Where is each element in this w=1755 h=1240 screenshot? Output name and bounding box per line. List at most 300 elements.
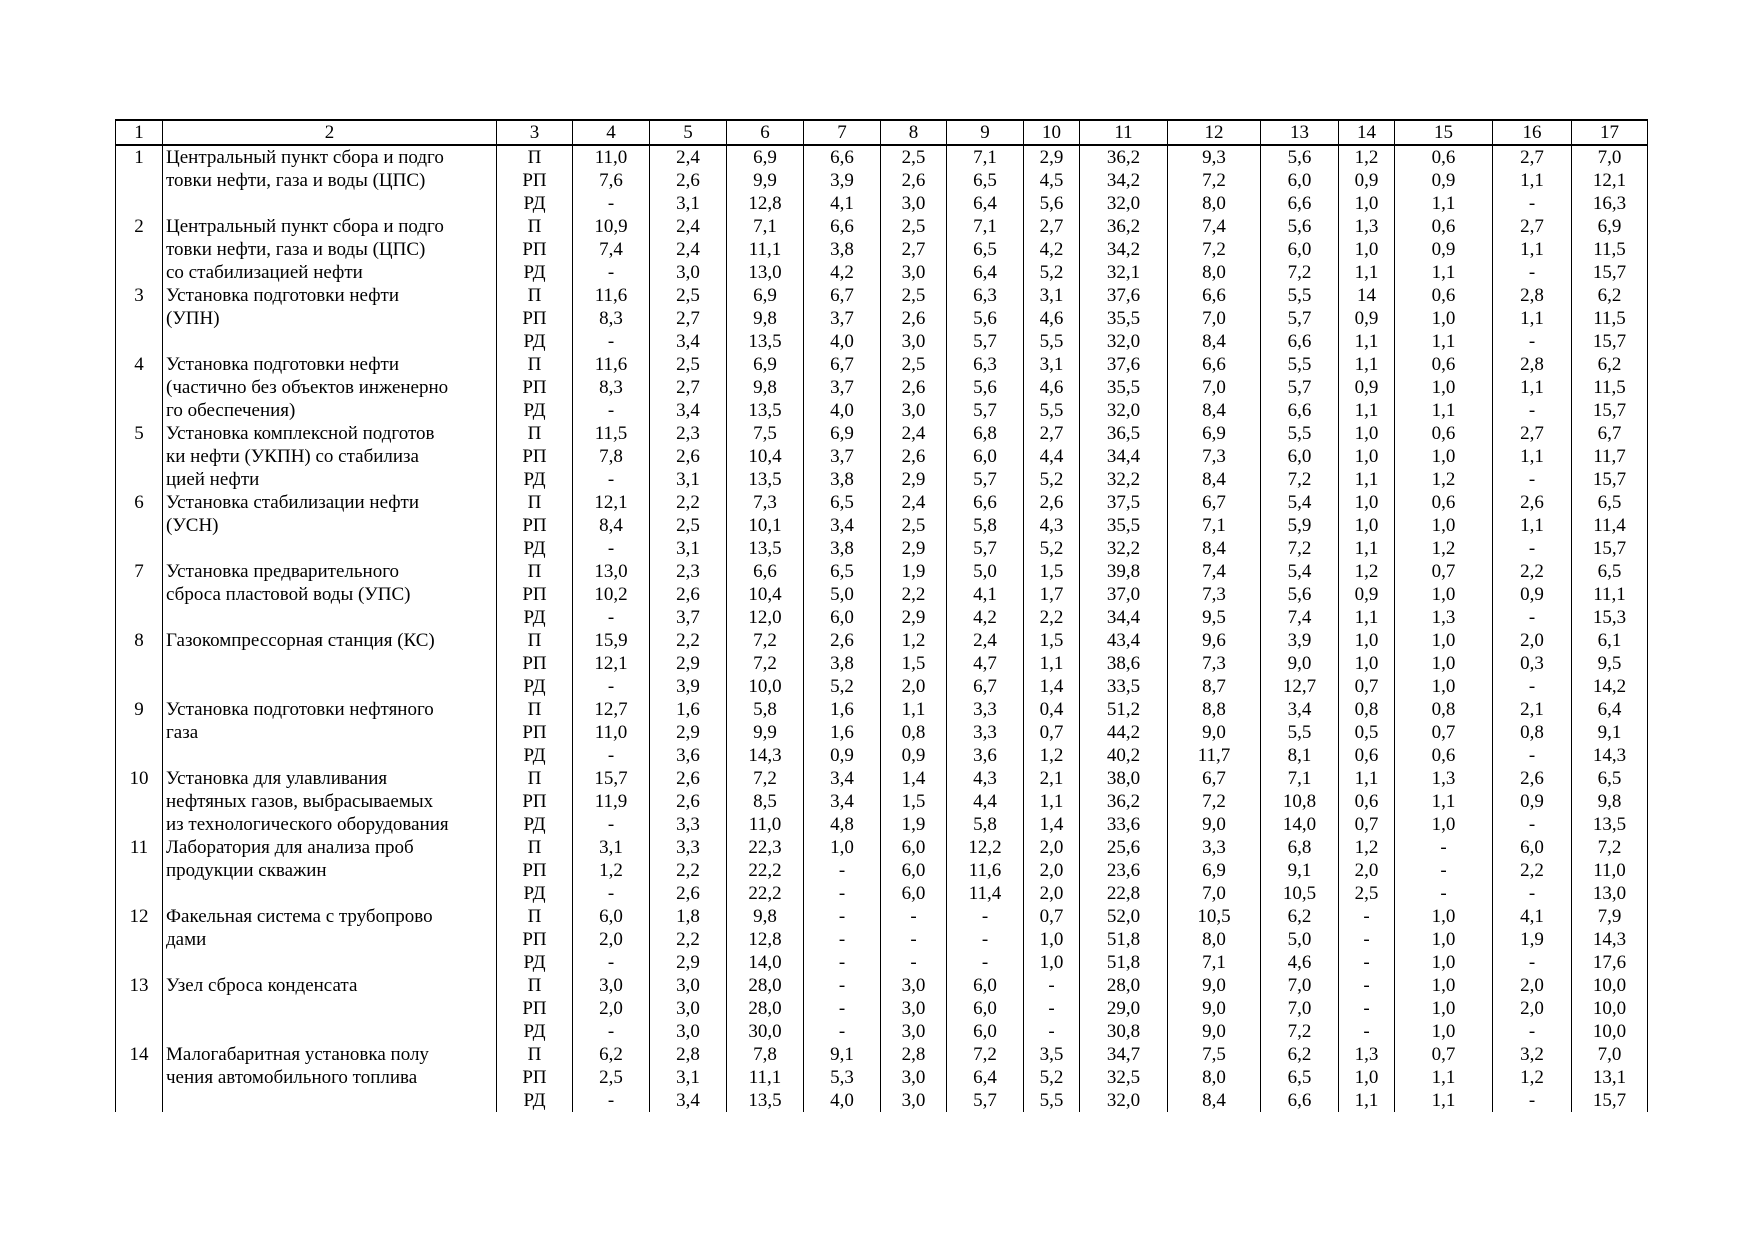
value-cell: 32,0	[1080, 399, 1168, 422]
value-cell: 6,5	[1572, 491, 1648, 514]
value-cell: 1,1	[1395, 261, 1493, 284]
value-cell: 12,7	[573, 698, 650, 721]
value-cell: -	[573, 192, 650, 215]
value-cell: 8,1	[1261, 744, 1339, 767]
value-cell: 2,4	[881, 422, 947, 445]
facility-name: Центральный пункт сбора и подго	[163, 215, 497, 238]
value-cell: 2,9	[881, 537, 947, 560]
value-cell: 1,0	[1395, 974, 1493, 997]
value-cell: 3,2	[1493, 1043, 1572, 1066]
value-cell: 37,5	[1080, 491, 1168, 514]
value-cell: 36,5	[1080, 422, 1168, 445]
stage-code: РП	[497, 721, 573, 744]
value-cell: 5,6	[1261, 583, 1339, 606]
value-cell: 15,3	[1572, 606, 1648, 629]
stage-code: РП	[497, 169, 573, 192]
value-cell: 4,2	[1024, 238, 1080, 261]
value-cell: 10,2	[573, 583, 650, 606]
value-cell: -	[1493, 744, 1572, 767]
value-cell: 3,0	[881, 1020, 947, 1043]
column-header: 12	[1168, 120, 1261, 145]
value-cell: -	[573, 813, 650, 836]
value-cell: 10,4	[727, 583, 804, 606]
value-cell: 0,5	[1339, 721, 1395, 744]
value-cell: 0,9	[1339, 376, 1395, 399]
value-cell: 0,6	[1395, 422, 1493, 445]
value-cell: 11,1	[727, 1066, 804, 1089]
value-cell: 3,3	[1168, 836, 1261, 859]
value-cell: 7,0	[1168, 376, 1261, 399]
value-cell: 2,7	[1493, 215, 1572, 238]
column-header: 8	[881, 120, 947, 145]
value-cell: 6,8	[1261, 836, 1339, 859]
value-cell: 7,1	[1168, 951, 1261, 974]
stage-code: РД	[497, 606, 573, 629]
table-row	[116, 468, 1648, 491]
value-cell: 0,9	[1395, 169, 1493, 192]
value-cell: 5,5	[1261, 721, 1339, 744]
value-cell: 3,3	[650, 836, 727, 859]
value-cell: 2,1	[1493, 698, 1572, 721]
stage-code: РД	[497, 951, 573, 974]
value-cell: 4,1	[1493, 905, 1572, 928]
table-row	[116, 422, 1648, 445]
value-cell: 7,2	[1572, 836, 1648, 859]
row-number: 12	[116, 905, 163, 928]
value-cell: 12,8	[727, 928, 804, 951]
value-cell: 2,6	[650, 445, 727, 468]
value-cell: 6,2	[573, 1043, 650, 1066]
value-cell: 1,1	[1395, 192, 1493, 215]
row-number: 1	[116, 145, 163, 169]
value-cell: 1,1	[1395, 330, 1493, 353]
stage-code: П	[497, 767, 573, 790]
value-cell: 3,5	[1024, 1043, 1080, 1066]
value-cell: 36,2	[1080, 790, 1168, 813]
value-cell: 15,7	[1572, 537, 1648, 560]
value-cell: -	[1493, 813, 1572, 836]
row-number	[116, 169, 163, 192]
value-cell: 7,2	[1261, 261, 1339, 284]
value-cell: 14,3	[1572, 928, 1648, 951]
value-cell: -	[1493, 399, 1572, 422]
value-cell: 6,5	[1572, 767, 1648, 790]
value-cell: 2,7	[1493, 422, 1572, 445]
value-cell: 1,2	[1339, 836, 1395, 859]
table-row	[116, 606, 1648, 629]
value-cell: -	[947, 928, 1024, 951]
row-number	[116, 399, 163, 422]
facility-name: Установка подготовки нефти	[163, 284, 497, 307]
value-cell: 1,0	[1024, 928, 1080, 951]
value-cell: 0,9	[1493, 583, 1572, 606]
value-cell: 28,0	[1080, 974, 1168, 997]
value-cell: 6,0	[1261, 169, 1339, 192]
value-cell: 5,7	[947, 537, 1024, 560]
value-cell: 2,5	[881, 215, 947, 238]
value-cell: 7,0	[1168, 882, 1261, 905]
value-cell: 13,0	[573, 560, 650, 583]
table-row	[116, 974, 1648, 997]
value-cell: 15,7	[1572, 468, 1648, 491]
value-cell: 1,1	[1395, 1066, 1493, 1089]
facility-name	[163, 744, 497, 767]
value-cell: 1,7	[1024, 583, 1080, 606]
value-cell: 8,0	[1168, 261, 1261, 284]
value-cell: 6,3	[947, 353, 1024, 376]
value-cell: 7,2	[1168, 238, 1261, 261]
value-cell: 13,5	[727, 537, 804, 560]
value-cell: 14,3	[727, 744, 804, 767]
value-cell: 4,6	[1261, 951, 1339, 974]
table-row	[116, 997, 1648, 1020]
facility-name: продукции скважин	[163, 859, 497, 882]
row-number	[116, 445, 163, 468]
value-cell: 7,3	[1168, 652, 1261, 675]
value-cell: 9,5	[1572, 652, 1648, 675]
value-cell: 3,6	[650, 744, 727, 767]
value-cell: 5,7	[1261, 376, 1339, 399]
column-header: 14	[1339, 120, 1395, 145]
value-cell: 1,1	[1493, 169, 1572, 192]
value-cell: 1,0	[1339, 238, 1395, 261]
column-header: 1	[116, 120, 163, 145]
stage-code: РД	[497, 1089, 573, 1112]
value-cell: 6,9	[727, 353, 804, 376]
value-cell: 7,2	[1261, 537, 1339, 560]
value-cell: 6,1	[1572, 629, 1648, 652]
value-cell: 35,5	[1080, 376, 1168, 399]
value-cell: 12,7	[1261, 675, 1339, 698]
row-number	[116, 238, 163, 261]
value-cell: 7,5	[727, 422, 804, 445]
value-cell: 28,0	[727, 997, 804, 1020]
value-cell: 2,6	[881, 307, 947, 330]
value-cell: 34,4	[1080, 445, 1168, 468]
value-cell: 30,0	[727, 1020, 804, 1043]
value-cell: 32,0	[1080, 330, 1168, 353]
facility-name: со стабилизацией нефти	[163, 261, 497, 284]
value-cell: 37,6	[1080, 284, 1168, 307]
value-cell: 7,0	[1572, 145, 1648, 169]
value-cell: 2,9	[650, 721, 727, 744]
value-cell: 1,2	[881, 629, 947, 652]
facility-name: товки нефти, газа и воды (ЦПС)	[163, 238, 497, 261]
value-cell: 1,0	[1339, 1066, 1395, 1089]
value-cell: 14,3	[1572, 744, 1648, 767]
column-header: 5	[650, 120, 727, 145]
value-cell: 1,1	[1339, 767, 1395, 790]
value-cell: 2,2	[1024, 606, 1080, 629]
table-body	[116, 145, 1648, 1112]
value-cell: 8,4	[1168, 468, 1261, 491]
value-cell: 5,2	[804, 675, 881, 698]
value-cell: 0,9	[804, 744, 881, 767]
row-number: 6	[116, 491, 163, 514]
value-cell: 6,5	[1261, 1066, 1339, 1089]
value-cell: 12,1	[573, 652, 650, 675]
column-header: 16	[1493, 120, 1572, 145]
value-cell: 25,6	[1080, 836, 1168, 859]
value-cell: -	[1493, 1020, 1572, 1043]
value-cell: 2,5	[881, 284, 947, 307]
stage-code: РП	[497, 790, 573, 813]
facility-name: Установка для улавливания	[163, 767, 497, 790]
value-cell: 6,4	[947, 261, 1024, 284]
row-number	[116, 261, 163, 284]
table-row	[116, 514, 1648, 537]
value-cell: 3,0	[881, 261, 947, 284]
value-cell: 3,0	[573, 974, 650, 997]
facility-name: Установка подготовки нефти	[163, 353, 497, 376]
value-cell: 6,0	[947, 997, 1024, 1020]
value-cell: 2,8	[1493, 353, 1572, 376]
value-cell: 9,8	[727, 307, 804, 330]
value-cell: -	[1493, 606, 1572, 629]
value-cell: -	[804, 905, 881, 928]
value-cell: 9,9	[727, 169, 804, 192]
value-cell: 22,8	[1080, 882, 1168, 905]
value-cell: 7,6	[573, 169, 650, 192]
stage-code: РД	[497, 468, 573, 491]
value-cell: 15,7	[1572, 1089, 1648, 1112]
value-cell: 1,4	[881, 767, 947, 790]
value-cell: 11,7	[1572, 445, 1648, 468]
value-cell: -	[804, 882, 881, 905]
value-cell: 13,5	[727, 1089, 804, 1112]
value-cell: 30,8	[1080, 1020, 1168, 1043]
facility-name: (частично без объектов инженерно	[163, 376, 497, 399]
value-cell: 3,0	[881, 974, 947, 997]
value-cell: -	[573, 330, 650, 353]
value-cell: 1,1	[1024, 790, 1080, 813]
value-cell: 3,8	[804, 537, 881, 560]
value-cell: 2,0	[881, 675, 947, 698]
value-cell: 6,6	[804, 145, 881, 169]
value-cell: 7,4	[1168, 215, 1261, 238]
value-cell: 5,2	[1024, 261, 1080, 284]
value-cell: 0,7	[1395, 721, 1493, 744]
value-cell: 2,2	[881, 583, 947, 606]
value-cell: 0,9	[1339, 169, 1395, 192]
value-cell: 2,6	[650, 790, 727, 813]
row-number	[116, 583, 163, 606]
value-cell: 6,0	[881, 859, 947, 882]
table-row	[116, 261, 1648, 284]
value-cell: 1,2	[1395, 468, 1493, 491]
facility-name: Центральный пункт сбора и подго	[163, 145, 497, 169]
value-cell: 4,7	[947, 652, 1024, 675]
value-cell: 9,0	[1168, 813, 1261, 836]
value-cell: 6,9	[1572, 215, 1648, 238]
table-row	[116, 145, 1648, 169]
value-cell: 13,5	[1572, 813, 1648, 836]
stage-code: РД	[497, 813, 573, 836]
value-cell: 6,2	[1572, 353, 1648, 376]
value-cell: -	[573, 399, 650, 422]
value-cell: 3,9	[1261, 629, 1339, 652]
value-cell: 3,1	[573, 836, 650, 859]
value-cell: -	[947, 951, 1024, 974]
value-cell: 9,0	[1168, 1020, 1261, 1043]
value-cell: 1,0	[1339, 491, 1395, 514]
value-cell: 7,3	[1168, 583, 1261, 606]
value-cell: 9,5	[1168, 606, 1261, 629]
value-cell: 1,0	[1395, 629, 1493, 652]
value-cell: 1,1	[1339, 468, 1395, 491]
value-cell: 1,0	[1395, 376, 1493, 399]
column-header: 6	[727, 120, 804, 145]
table-row	[116, 1043, 1648, 1066]
value-cell: 11,5	[1572, 376, 1648, 399]
value-cell: 6,0	[881, 836, 947, 859]
value-cell: 6,5	[1572, 560, 1648, 583]
value-cell: 9,6	[1168, 629, 1261, 652]
value-cell: 2,0	[1493, 974, 1572, 997]
value-cell: 2,4	[650, 145, 727, 169]
row-number	[116, 514, 163, 537]
value-cell: 8,8	[1168, 698, 1261, 721]
value-cell: 2,5	[650, 353, 727, 376]
value-cell: 6,2	[1261, 905, 1339, 928]
value-cell: 5,9	[1261, 514, 1339, 537]
value-cell: -	[804, 859, 881, 882]
table-row	[116, 537, 1648, 560]
value-cell: 9,1	[1261, 859, 1339, 882]
value-cell: 6,8	[947, 422, 1024, 445]
row-number	[116, 744, 163, 767]
row-number	[116, 859, 163, 882]
value-cell: -	[1339, 905, 1395, 928]
value-cell: 10,5	[1168, 905, 1261, 928]
value-cell: 2,7	[1024, 422, 1080, 445]
facility-name: ки нефти (УКПН) со стабилиза	[163, 445, 497, 468]
value-cell: 4,3	[1024, 514, 1080, 537]
value-cell: 1,5	[1024, 560, 1080, 583]
facility-name	[163, 537, 497, 560]
value-cell: 2,5	[881, 353, 947, 376]
value-cell: 8,3	[573, 376, 650, 399]
value-cell: 3,0	[650, 261, 727, 284]
value-cell: 8,4	[1168, 330, 1261, 353]
value-cell: -	[573, 1089, 650, 1112]
value-cell: 5,6	[1024, 192, 1080, 215]
value-cell: -	[573, 951, 650, 974]
value-cell: 2,6	[881, 169, 947, 192]
value-cell: 3,0	[881, 330, 947, 353]
value-cell: 3,3	[947, 698, 1024, 721]
value-cell: 14,2	[1572, 675, 1648, 698]
value-cell: 6,7	[1572, 422, 1648, 445]
value-cell: 5,0	[804, 583, 881, 606]
value-cell: 7,2	[727, 767, 804, 790]
value-cell: 36,2	[1080, 145, 1168, 169]
value-cell: 5,7	[947, 1089, 1024, 1112]
value-cell: 10,0	[1572, 1020, 1648, 1043]
stage-code: П	[497, 698, 573, 721]
value-cell: 0,6	[1339, 744, 1395, 767]
value-cell: 1,1	[1339, 1089, 1395, 1112]
row-number	[116, 790, 163, 813]
row-number	[116, 951, 163, 974]
value-cell: 1,3	[1339, 1043, 1395, 1066]
data-table	[115, 119, 1648, 1112]
value-cell: 3,3	[947, 721, 1024, 744]
column-header: 7	[804, 120, 881, 145]
value-cell: -	[1493, 537, 1572, 560]
value-cell: 13,0	[727, 261, 804, 284]
stage-code: РП	[497, 928, 573, 951]
value-cell: 8,0	[1168, 192, 1261, 215]
value-cell: 6,4	[947, 1066, 1024, 1089]
value-cell: 11,0	[727, 813, 804, 836]
value-cell: 1,4	[1024, 675, 1080, 698]
value-cell: -	[1493, 261, 1572, 284]
value-cell: 33,5	[1080, 675, 1168, 698]
value-cell: 4,4	[947, 790, 1024, 813]
stage-code: РД	[497, 537, 573, 560]
facility-name: цией нефти	[163, 468, 497, 491]
value-cell: 8,3	[573, 307, 650, 330]
stage-code: П	[497, 974, 573, 997]
value-cell: 7,5	[1168, 1043, 1261, 1066]
value-cell: 7,2	[1261, 1020, 1339, 1043]
value-cell: 1,2	[1493, 1066, 1572, 1089]
value-cell: 3,7	[804, 376, 881, 399]
value-cell: -	[573, 882, 650, 905]
value-cell: 2,5	[881, 145, 947, 169]
value-cell: 3,9	[650, 675, 727, 698]
value-cell: 9,8	[727, 905, 804, 928]
row-number: 9	[116, 698, 163, 721]
value-cell: 6,6	[947, 491, 1024, 514]
value-cell: -	[804, 997, 881, 1020]
value-cell: 1,0	[1395, 514, 1493, 537]
table-row	[116, 560, 1648, 583]
value-cell: 4,8	[804, 813, 881, 836]
stage-code: РП	[497, 859, 573, 882]
value-cell: 1,1	[1395, 399, 1493, 422]
value-cell: 1,1	[1493, 376, 1572, 399]
value-cell: 0,8	[1339, 698, 1395, 721]
value-cell: -	[573, 675, 650, 698]
value-cell: 6,6	[727, 560, 804, 583]
value-cell: 3,4	[804, 514, 881, 537]
value-cell: 11,0	[573, 721, 650, 744]
table-row	[116, 790, 1648, 813]
value-cell: 2,2	[650, 859, 727, 882]
value-cell: 2,0	[1493, 629, 1572, 652]
value-cell: 3,4	[650, 1089, 727, 1112]
value-cell: 11,9	[573, 790, 650, 813]
value-cell: 5,5	[1261, 353, 1339, 376]
value-cell: 0,9	[1339, 307, 1395, 330]
value-cell: -	[1024, 974, 1080, 997]
table-row	[116, 675, 1648, 698]
column-header: 11	[1080, 120, 1168, 145]
value-cell: 7,1	[1261, 767, 1339, 790]
facility-name: Факельная система с трубопрово	[163, 905, 497, 928]
value-cell: 3,0	[650, 1020, 727, 1043]
value-cell: 4,3	[947, 767, 1024, 790]
value-cell: 4,5	[1024, 169, 1080, 192]
value-cell: 2,6	[650, 767, 727, 790]
value-cell: 2,7	[881, 238, 947, 261]
row-number: 2	[116, 215, 163, 238]
value-cell: 1,1	[1493, 307, 1572, 330]
column-header: 15	[1395, 120, 1493, 145]
value-cell: 13,5	[727, 330, 804, 353]
